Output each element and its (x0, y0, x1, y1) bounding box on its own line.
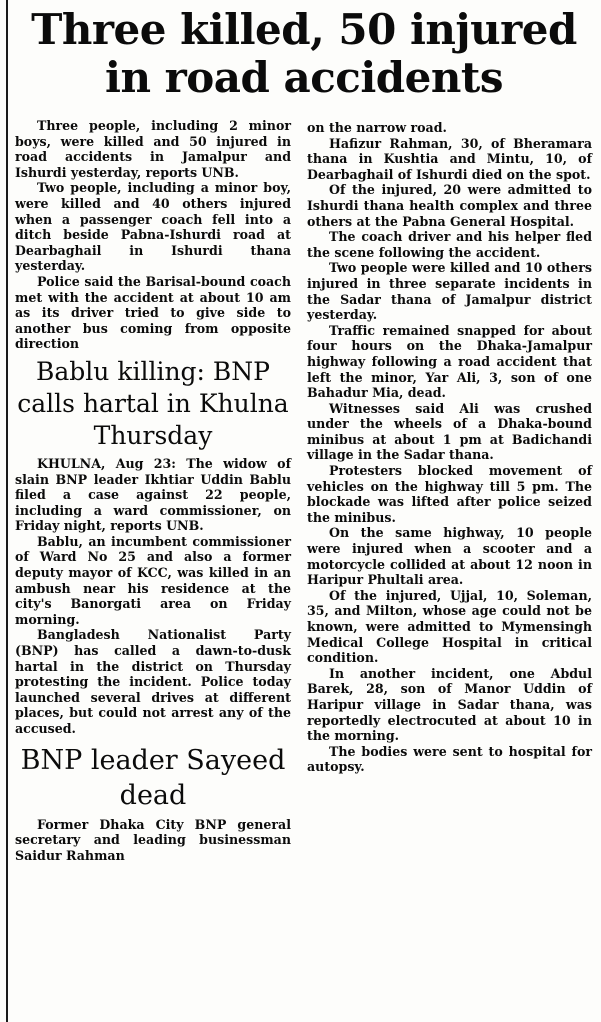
paragraph: Three people, including 2 minor boys, were killed and 50 injured in road accidents in Jamalpur and Ishurdi yesterday, reports UNB. (15, 118, 291, 180)
paragraph: Of the injured, 20 were admitted to Ishurdi thana health complex and three others at the Pabna General Hospital. (307, 182, 592, 229)
paragraph: Two people were killed and 10 others injured in three separate incidents in the Sadar thana of Jamalpur district yesterday. (307, 260, 592, 323)
paragraph: Police said the Barisal-bound coach met with the accident at about 10 am as its driver tried to give side to another bus coming from opposite direction (15, 273, 291, 352)
headline: Three killed, 50 injured in road accidents (31, 5, 577, 102)
paragraph: Traffic remained snapped for about four hours on the Dhaka-Jamalpur highway following a road accident that left the minor, Yar Ali, 3, son of one Bahadur Mia, dead. (307, 322, 592, 401)
paragraph: Hafizur Rahman, 30, of Bheramara thana in Kushtia and Mintu, 10, of Dearbaghail of Ishurdi died on the spot. (307, 135, 592, 182)
paragraph: Bangladesh Nationalist Party (BNP) has called a dawn-to-dusk hartal in the district on Thursday protesting the incident. Police today launched several drives at different places, but could not arrest any of the accused. (15, 627, 291, 736)
paragraph: The coach driver and his helper fled the scene following the accident. (307, 229, 592, 260)
paragraph: In another incident, one Abdul Barek, 28, son of Manor Uddin of Haripur village in Sadar thana, was reportedly electrocuted at about 10 in the morning. (307, 665, 592, 744)
paragraph: Two people, including a minor boy, were killed and 40 others injured when a passenger coach fell into a ditch beside Pabna-Ishurdi road at Dearbaghail in Ishurdi thana yesterday. (15, 180, 291, 274)
left-column (15, 118, 291, 863)
paragraph: The bodies were sent to hospital for autopsy. (307, 743, 592, 775)
right-column (307, 120, 592, 775)
subheadline-bablu: Bablu killing: BNP calls hartal in Khulna Thursday (17, 356, 289, 450)
column-rule (6, 0, 8, 1022)
paragraph: Bablu, an incumbent commissioner of Ward No 25 and also a former deputy mayor of KCC, was killed in an ambush near his residence at the city's Banorgati area on Friday morning. (15, 533, 291, 627)
paragraph: Protesters blocked movement of vehicles on the highway till 5 pm. The blockade was lifted after police seized the minibus. (307, 463, 592, 525)
paragraph: On the same highway, 10 people were injured when a scooter and a motorcycle collided at about 12 noon in Haripur Phultali area. (307, 525, 592, 588)
paragraph: KHULNA, Aug 23: The widow of slain BNP leader Ikhtiar Uddin Bablu filed a case against 22 people, including a ward commissioner, on Friday night, reports UNB. (15, 455, 291, 534)
paragraph: Witnesses said Ali was crushed under the wheels of a Dhaka-bound minibus at about 1 pm at Badichandi village in the Sadar thana. (307, 400, 592, 463)
paragraph: on the narrow road. (307, 120, 447, 135)
subheadline-sayeed: BNP leader Sayeed dead (20, 744, 286, 811)
paragraph: Of the injured, Ujjal, 10, Soleman, 35, and Milton, whose age could not be known, were admitted to Mymensingh Medical College Hospital in critical condition. (307, 587, 592, 666)
paragraph: Former Dhaka City BNP general secretary and leading businessman Saidur Rahman (15, 816, 291, 863)
